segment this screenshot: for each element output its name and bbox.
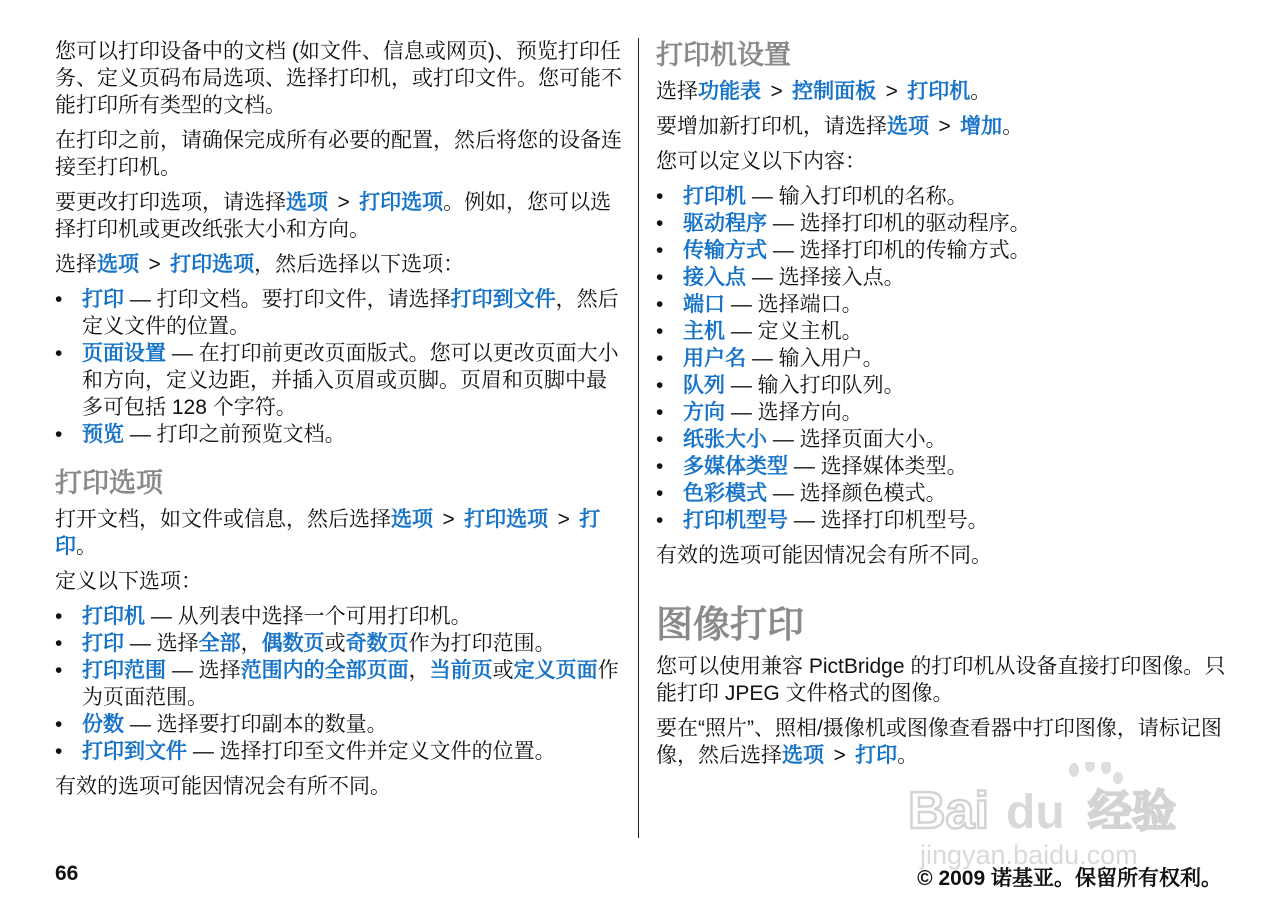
- control-panel-link[interactable]: 控制面板: [792, 80, 877, 103]
- options-link[interactable]: 选项: [97, 253, 139, 276]
- list-item: • 打印机型号 — 选择打印机型号。: [656, 507, 1231, 534]
- options-link[interactable]: 选项: [782, 744, 824, 767]
- define-options-intro: 定义以下选项：: [55, 570, 202, 593]
- list-item: • 份数 — 选择要打印副本的数量。: [55, 711, 625, 738]
- paper-size-keyword[interactable]: 纸张大小: [683, 428, 767, 451]
- printer-keyword[interactable]: 打印机: [683, 185, 746, 208]
- copyright-notice: © 2009 诺基亚。保留所有权利。: [917, 867, 1222, 890]
- print-range-keyword[interactable]: 打印范围: [82, 659, 166, 682]
- media-type-keyword[interactable]: 多媒体类型: [683, 455, 788, 478]
- print-image-paragraph: 要在“照片”、照相/摄像机或图像查看器中打印图像，请标记图像，然后选择选项 > 打印。: [656, 717, 1222, 767]
- print-options-link[interactable]: 打印选项: [464, 508, 549, 531]
- options-link[interactable]: 选项: [391, 508, 433, 531]
- preview-keyword[interactable]: 预览: [82, 423, 124, 446]
- column-divider: [638, 38, 639, 838]
- options-link[interactable]: 选项: [887, 115, 929, 138]
- options-link[interactable]: 选项: [286, 191, 328, 214]
- print-actions-list: [55, 286, 625, 448]
- page-number: 66: [55, 862, 79, 885]
- list-item: • 端口 — 选择端口。: [656, 291, 1231, 318]
- baidu-jingyan-watermark: [898, 762, 1218, 874]
- list-item: • 打印 — 选择全部，偶数页或奇数页作为打印范围。: [55, 630, 625, 657]
- transfer-method-keyword[interactable]: 传输方式: [683, 239, 767, 262]
- print-link[interactable]: 打印: [55, 508, 601, 558]
- define-pages-option[interactable]: 定义页面: [513, 659, 598, 682]
- print-to-file-keyword[interactable]: 打印到文件: [82, 740, 187, 763]
- function-menu-link[interactable]: 功能表: [698, 80, 761, 103]
- print-options-list: [55, 603, 625, 765]
- odd-pages-option[interactable]: 奇数页: [345, 632, 409, 655]
- print-to-file-link[interactable]: 打印到文件: [450, 288, 556, 311]
- print-options-link[interactable]: 打印选项: [170, 253, 255, 276]
- left-column: [55, 38, 625, 808]
- list-item: • 主机 — 定义主机。: [656, 318, 1231, 345]
- list-item: • 方向 — 选择方向。: [656, 399, 1231, 426]
- current-page-option[interactable]: 当前页: [429, 659, 493, 682]
- list-item: • 打印机 — 从列表中选择一个可用打印机。: [55, 603, 625, 630]
- printer-model-keyword[interactable]: 打印机型号: [683, 509, 788, 532]
- open-document-paragraph: 打开文档，如文件或信息，然后选择选项 > 打印选项 > 打印。: [55, 508, 601, 558]
- printer-link[interactable]: 打印机: [907, 80, 971, 103]
- watermark-paw-text: du: [1006, 786, 1065, 839]
- port-keyword[interactable]: 端口: [683, 293, 725, 316]
- add-link[interactable]: 增加: [960, 115, 1003, 138]
- intro-paragraph: 您可以打印设备中的文档 (如文件、信息或网页)、预览打印任务、定义页码布局选项、选择打印机，或打印文件。您可能不能打印所有类型的文档。: [55, 40, 622, 117]
- list-item: • 色彩模式 — 选择颜色模式。: [656, 480, 1231, 507]
- list-item: • 用户名 — 输入用户。: [656, 345, 1231, 372]
- page-setup-keyword[interactable]: 页面设置: [82, 342, 166, 365]
- username-keyword[interactable]: 用户名: [683, 347, 746, 370]
- printer-settings-list: [656, 183, 1231, 534]
- availability-note: 有效的选项可能因情况会有所不同。: [55, 775, 391, 798]
- queue-keyword[interactable]: 队列: [683, 374, 725, 397]
- print-options-link[interactable]: 打印选项: [359, 191, 444, 214]
- select-options-paragraph: 选择选项 > 打印选项，然后选择以下选项：: [55, 253, 465, 276]
- watermark-brand: Bai: [908, 782, 989, 840]
- pictbridge-paragraph: 您可以使用兼容 PictBridge 的打印机从设备直接打印图像。只能打印 JPEG 文件格式的图像。: [656, 655, 1226, 705]
- access-point-keyword[interactable]: 接入点: [683, 266, 746, 289]
- right-column: [656, 38, 1231, 777]
- menu-path-paragraph: 选择功能表 > 控制面板 > 打印机。: [656, 80, 992, 103]
- printer-keyword[interactable]: 打印机: [82, 605, 145, 628]
- list-item: • 打印 — 打印文档。要打印文件，请选择打印到文件，然后定义文件的位置。: [55, 286, 625, 340]
- before-paragraph: 在打印之前，请确保完成所有必要的配置，然后将您的设备连接至打印机。: [55, 129, 622, 179]
- list-item: • 预览 — 打印之前预览文档。: [55, 421, 625, 448]
- copies-keyword[interactable]: 份数: [82, 713, 124, 736]
- list-item: • 接入点 — 选择接入点。: [656, 264, 1231, 291]
- host-keyword[interactable]: 主机: [683, 320, 725, 343]
- watermark-cn: 经验: [1088, 786, 1176, 837]
- list-item: • 打印范围 — 选择范围内的全部页面，当前页或定义页面作为页面范围。: [55, 657, 625, 711]
- define-contents-intro: 您可以定义以下内容：: [656, 150, 866, 173]
- print-keyword[interactable]: 打印: [82, 288, 124, 311]
- list-item: • 传输方式 — 选择打印机的传输方式。: [656, 237, 1231, 264]
- print-link[interactable]: 打印: [855, 744, 898, 767]
- image-printing-heading: 图像打印: [656, 604, 804, 645]
- list-item: • 纸张大小 — 选择页面大小。: [656, 426, 1231, 453]
- print-options-heading: 打印选项: [55, 468, 163, 498]
- print-keyword[interactable]: 打印: [82, 632, 124, 655]
- list-item: • 多媒体类型 — 选择媒体类型。: [656, 453, 1231, 480]
- driver-keyword[interactable]: 驱动程序: [683, 212, 767, 235]
- list-item: • 队列 — 输入打印队列。: [656, 372, 1231, 399]
- all-pages-in-range-option[interactable]: 范围内的全部页面: [240, 659, 409, 682]
- watermark-url: jingyan.baidu.com: [920, 840, 1138, 870]
- paw-print-icon: [1069, 762, 1123, 784]
- change-options-paragraph: 要更改打印选项，请选择选项 > 打印选项。例如，您可以选择打印机或更改纸张大小和方向。: [55, 191, 612, 241]
- list-item: • 驱动程序 — 选择打印机的驱动程序。: [656, 210, 1231, 237]
- printer-settings-heading: 打印机设置: [656, 40, 791, 70]
- availability-note: 有效的选项可能因情况会有所不同。: [656, 544, 992, 567]
- list-item: • 打印机 — 输入打印机的名称。: [656, 183, 1231, 210]
- list-item: • 页面设置 — 在打印前更改页面版式。您可以更改页面大小和方向，定义边距，并插入页眉或页脚。页眉和页脚中最多可包括 128 个字符。: [55, 340, 625, 421]
- orientation-keyword[interactable]: 方向: [683, 401, 725, 424]
- even-pages-option[interactable]: 偶数页: [261, 632, 325, 655]
- add-printer-paragraph: 要增加新打印机，请选择选项 > 增加。: [656, 115, 1024, 138]
- color-mode-keyword[interactable]: 色彩模式: [683, 482, 767, 505]
- list-item: • 打印到文件 — 选择打印至文件并定义文件的位置。: [55, 738, 625, 765]
- all-pages-option[interactable]: 全部: [198, 632, 241, 655]
